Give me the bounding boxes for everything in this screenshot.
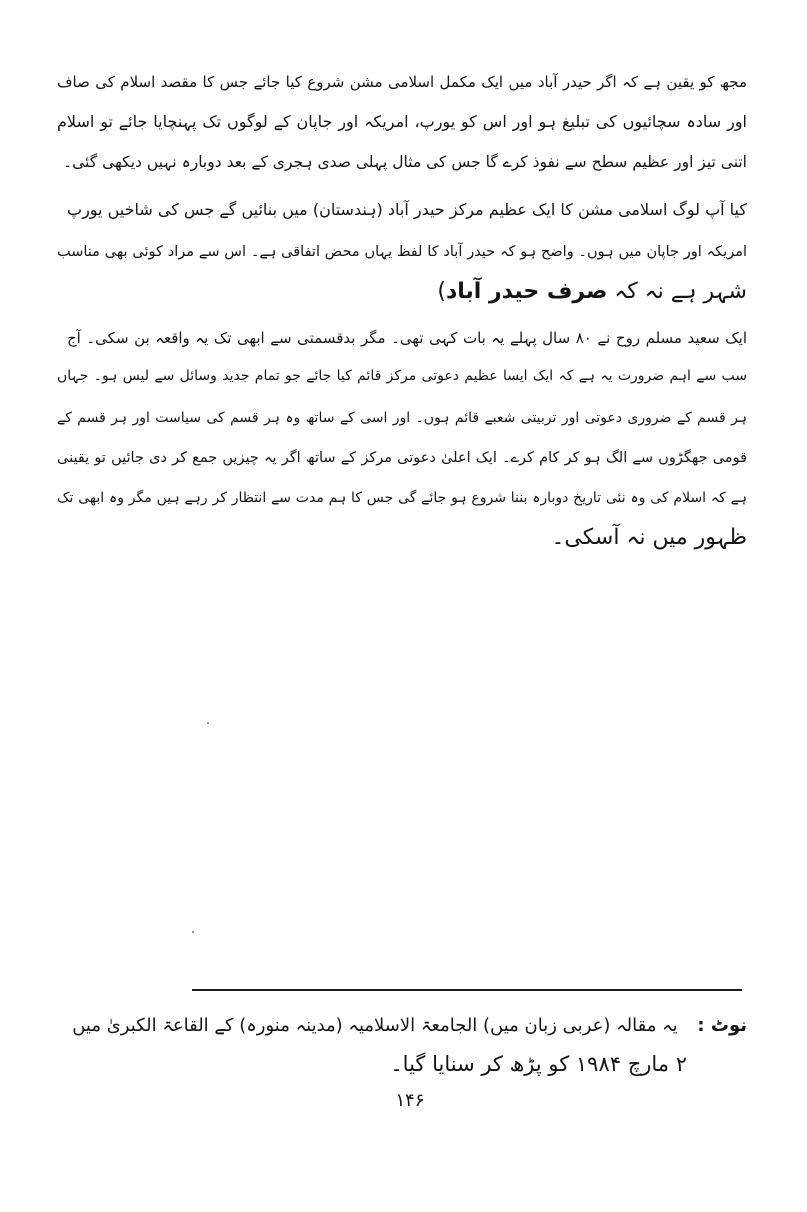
paragraph-3-line-6: ظہور میں نہ آسکی۔ bbox=[551, 525, 747, 550]
paragraph-2-line-2: امریکہ اور جاپان میں ہوں۔ واضح ہو کہ حیدر آباد کا لفظ یہاں محض اتفاقی ہے۔ اس سے مراد کوئی بھی مناسب bbox=[57, 244, 747, 260]
paragraph-1-line-2: اور سادہ سچائیوں کی تبلیغ ہو اور اس کو یورپ، امریکہ اور جاپان کے لوگوں تک پہنچایا جائے تو اسلام bbox=[57, 112, 747, 131]
paragraph-1-line-3: اتنی تیز اور عظیم سطح سے نفوذ کرے گا جس کی مثال پہلی صدی ہجری کے بعد دوبارہ نہیں دیکھی گئی۔ bbox=[63, 153, 747, 171]
paragraph-3-line-3: ہر قسم کے ضروری دعوتی اور تربیتی شعبے قائم ہوں۔ اور اسی کے ساتھ وہ ہر قسم کی سیاست اور ہر قسم کے bbox=[57, 410, 747, 426]
paragraph-2-line-3-start: شہر ہے نہ کہ bbox=[607, 279, 747, 304]
page-number: ۱۴۶ bbox=[395, 1090, 425, 1111]
scan-speck bbox=[192, 931, 194, 933]
paragraph-3-line-4: قومی جھگڑوں سے الگ ہو کر کام کرے۔ ایک اعلیٰ دعوتی مرکز کے ساتھ اگر یہ چیزیں جمع کر دی جائیں تو یقینی bbox=[57, 450, 747, 466]
paragraph-2-line-3-end: ) bbox=[437, 279, 446, 304]
paragraph-2-line-3-text bbox=[437, 279, 747, 304]
paragraph-3-line-1: ایک سعید مسلم روح نے ۸۰ سال پہلے یہ بات کہی تھی۔ مگر بدقسمتی سے ابھی تک یہ واقعہ بن سکی۔ آج bbox=[67, 329, 747, 347]
footnote-rule bbox=[192, 989, 742, 991]
paragraph-3-line-5: ہے کہ اسلام کی وہ نئی تاریخ دوبارہ بننا شروع ہو جائے گی جس کا ہم مدت سے انتظار کر رہے ہیں مگر وہ ابھی تک bbox=[57, 490, 747, 506]
footnote-line-2: ۲ مارچ ۱۹۸۴ کو پڑھ کر سنایا گیا۔ bbox=[390, 1052, 687, 1076]
paragraph-2-line-1: کیا آپ لوگ اسلامی مشن کا ایک عظیم مرکز حیدر آباد (ہندستان) میں بنائیں گے جس کی شاخیں یورپ bbox=[67, 200, 747, 219]
paragraph-2-line-3 bbox=[57, 272, 747, 312]
footnote-label: نوٹ : bbox=[697, 1015, 747, 1036]
paragraph-3-line-2: سب سے اہم ضرورت یہ ہے کہ ایک ایسا عظیم دعوتی مرکز قائم کیا جائے جو تمام جدید وسائل سے لیس ہو۔ جہاں bbox=[57, 368, 747, 384]
scan-speck bbox=[207, 722, 209, 724]
footnote-line-1 bbox=[57, 1008, 747, 1044]
paragraph-1-line-1: مجھ کو یقین ہے کہ اگر حیدر آباد میں ایک مکمل اسلامی مشن شروع کیا جائے جس کا مقصد اسلام کی صاف bbox=[57, 73, 747, 91]
paragraph-2-bold-fragment: صرف حیدر آباد bbox=[446, 279, 608, 304]
footnote-text-1: یہ مقالہ (عربی زبان میں) الجامعۃ الاسلامیہ (مدینہ منورہ) کے القاعۃ الکبریٰ میں bbox=[72, 1015, 678, 1036]
